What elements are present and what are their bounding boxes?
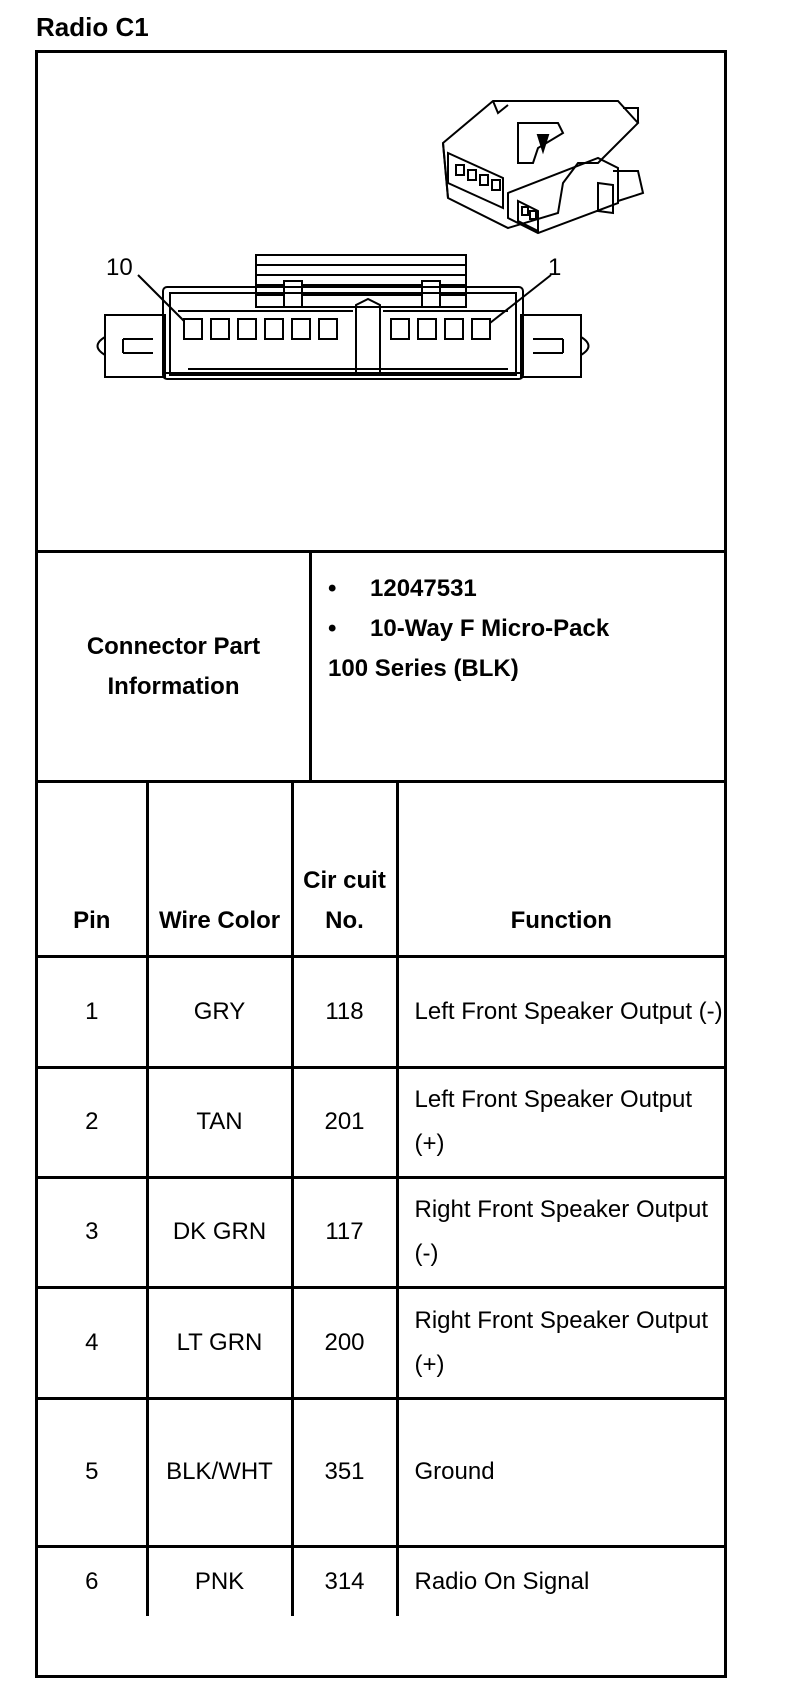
pin-function: Left Front Speaker Output (-) xyxy=(397,956,724,1067)
wire-color: PNK xyxy=(147,1546,292,1616)
pin-number: 3 xyxy=(38,1177,147,1287)
header-wire-color: Wire Color xyxy=(147,783,292,956)
pinout-table xyxy=(38,783,724,1616)
pin-number: 6 xyxy=(38,1546,147,1616)
connector-3d-icon xyxy=(443,101,643,233)
page-title: Radio C1 xyxy=(36,12,149,42)
pin-function: Right Front Speaker Output (+) xyxy=(397,1287,724,1398)
pin-label-right: 1 xyxy=(548,254,562,281)
table-row xyxy=(38,1067,724,1177)
circuit-number: 200 xyxy=(292,1287,397,1398)
pinout-header-row xyxy=(38,783,724,956)
pin-function: Ground xyxy=(397,1398,724,1546)
pin-function: Right Front Speaker Output (-) xyxy=(397,1177,724,1287)
table-row xyxy=(38,1287,724,1398)
wire-color: DK GRN xyxy=(147,1177,292,1287)
part-type: 10-Way F Micro-Pack xyxy=(370,615,610,642)
circuit-number: 117 xyxy=(292,1177,397,1287)
pin-number: 1 xyxy=(38,956,147,1067)
bullet-icon: • xyxy=(328,575,337,602)
part-number: 12047531 xyxy=(370,575,477,602)
connector-face-drawing xyxy=(38,53,724,550)
circuit-number: 201 xyxy=(292,1067,397,1177)
header-function: Function xyxy=(397,783,724,956)
pin-number: 2 xyxy=(38,1067,147,1177)
pin-function: Radio On Signal xyxy=(414,1567,590,1595)
part-type-line xyxy=(328,609,724,649)
pin-number: 4 xyxy=(38,1287,147,1398)
circuit-number: 351 xyxy=(292,1398,397,1546)
circuit-number: 118 xyxy=(292,956,397,1067)
bullet-icon: • xyxy=(328,615,337,642)
header-pin: Pin xyxy=(38,783,147,956)
table-row xyxy=(38,1398,724,1546)
wire-color: GRY xyxy=(147,956,292,1067)
connector-part-label: Connector Part Information xyxy=(38,553,312,780)
connector-part-info-row xyxy=(38,553,724,783)
pin-function: Left Front Speaker Output (+) xyxy=(397,1067,724,1177)
connector-diagram xyxy=(38,53,724,553)
connector-face xyxy=(98,255,589,379)
table-row xyxy=(38,1177,724,1287)
wire-color: LT GRN xyxy=(147,1287,292,1398)
wire-color: TAN xyxy=(147,1067,292,1177)
wire-color: BLK/WHT xyxy=(147,1398,292,1546)
table-row xyxy=(38,956,724,1067)
header-circuit: Cir cuit No. xyxy=(292,783,397,956)
table-row xyxy=(38,1546,724,1616)
pin-label-left: 10 xyxy=(106,254,133,281)
pin-number: 5 xyxy=(38,1398,147,1546)
connector-sheet xyxy=(35,50,727,1678)
part-number-line xyxy=(328,569,724,609)
circuit-number: 314 xyxy=(292,1546,397,1616)
connector-part-details xyxy=(312,553,724,780)
part-series: 100 Series (BLK) xyxy=(328,655,519,682)
